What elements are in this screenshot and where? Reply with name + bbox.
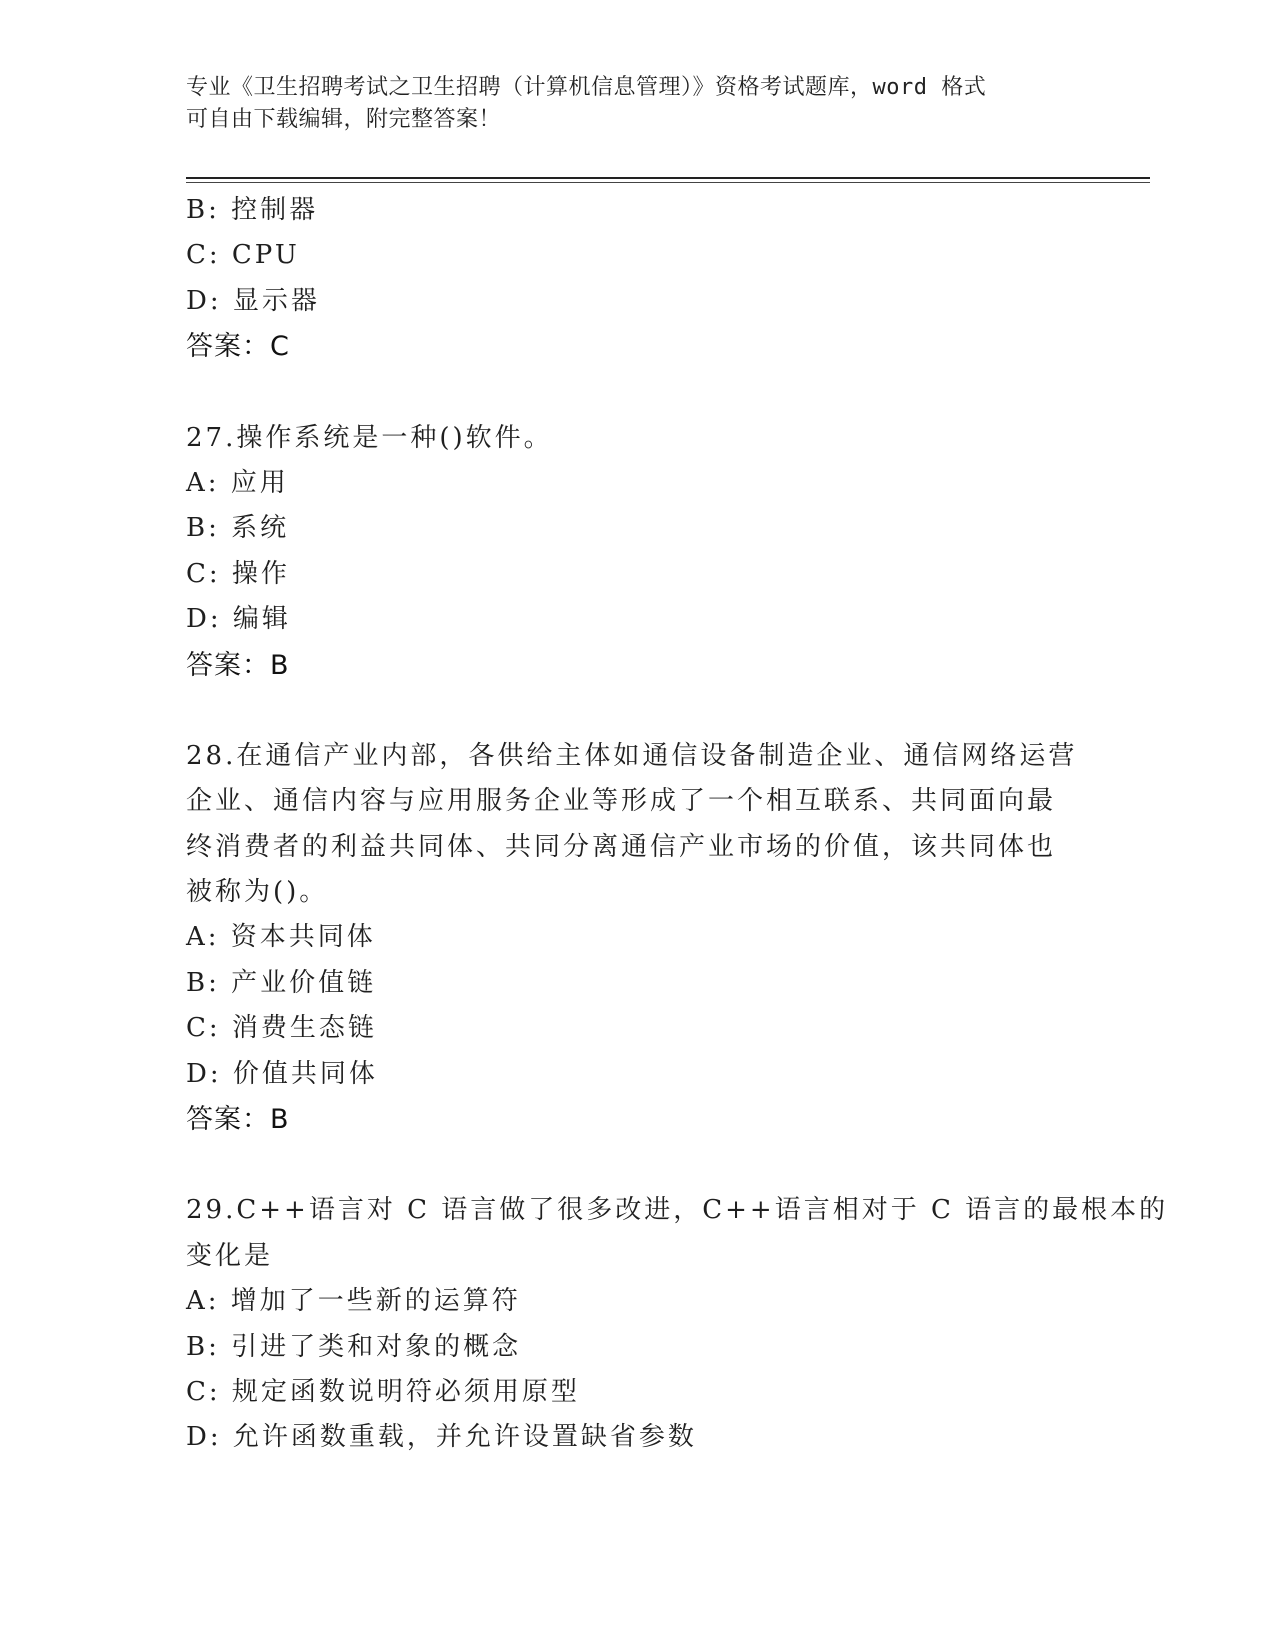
option-b: B: 系统 [186,513,290,544]
question-stem: 27.操作系统是一种()软件。 [186,422,553,453]
question-list [186,188,1169,1461]
option-c: C: CPU [186,240,300,271]
question-26-tail [186,188,1086,370]
option-b: B: 控制器 [186,195,319,225]
spacer [186,688,1086,734]
question-stem-line: 28.在通信产业内部，各供给主体如通信设备制造企业、通信网络运营 [186,740,1078,771]
answer-line: 答案：C [186,331,290,363]
option-d: D: 允许函数重载，并允许设置缺省参数 [186,1422,697,1453]
option-c: C: 消费生态链 [186,1013,377,1044]
option-c: C: 规定函数说明符必须用原型 [186,1376,580,1407]
answer-line: 答案：B [186,1104,290,1136]
option-b: B: 产业价值链 [186,967,377,998]
header-rule-thick [186,177,1150,179]
question-27 [186,416,1086,688]
question-29 [186,1188,1169,1460]
option-d: D: 价值共同体 [186,1058,378,1089]
option-a: A: 应用 [186,467,289,498]
header-line-2: 可自由下载编辑，附完整答案！ [186,107,502,132]
option-c: C: 操作 [186,558,290,589]
question-stem-line: 终消费者的利益共同体、共同分离通信产业市场的价值，该共同体也 [186,831,1057,862]
header-rule-thin [186,182,1150,183]
option-d: D: 显示器 [186,285,320,316]
spacer [186,1142,1086,1188]
option-d: D: 编辑 [186,604,291,635]
page-header [186,72,1066,136]
question-stem-line: 企业、通信内容与应用服务企业等形成了一个相互联系、共同面向最 [186,786,1057,817]
question-stem-line: 变化是 [186,1240,274,1271]
question-28 [186,734,1086,1143]
question-stem-line: 被称为()。 [186,877,329,908]
question-stem-line: 29.C++语言对 C 语言做了很多改进，C++语言相对于 C 语言的最根本的 [186,1195,1169,1226]
spacer [186,370,1086,416]
header-line-1: 专业《卫生招聘考试之卫生招聘（计算机信息管理）》资格考试题库，word 格式 [186,75,987,100]
option-a: A: 资本共同体 [186,922,376,953]
answer-line: 答案：B [186,649,290,681]
option-a: A: 增加了一些新的运算符 [186,1286,521,1317]
option-b: B: 引进了类和对象的概念 [186,1331,522,1362]
